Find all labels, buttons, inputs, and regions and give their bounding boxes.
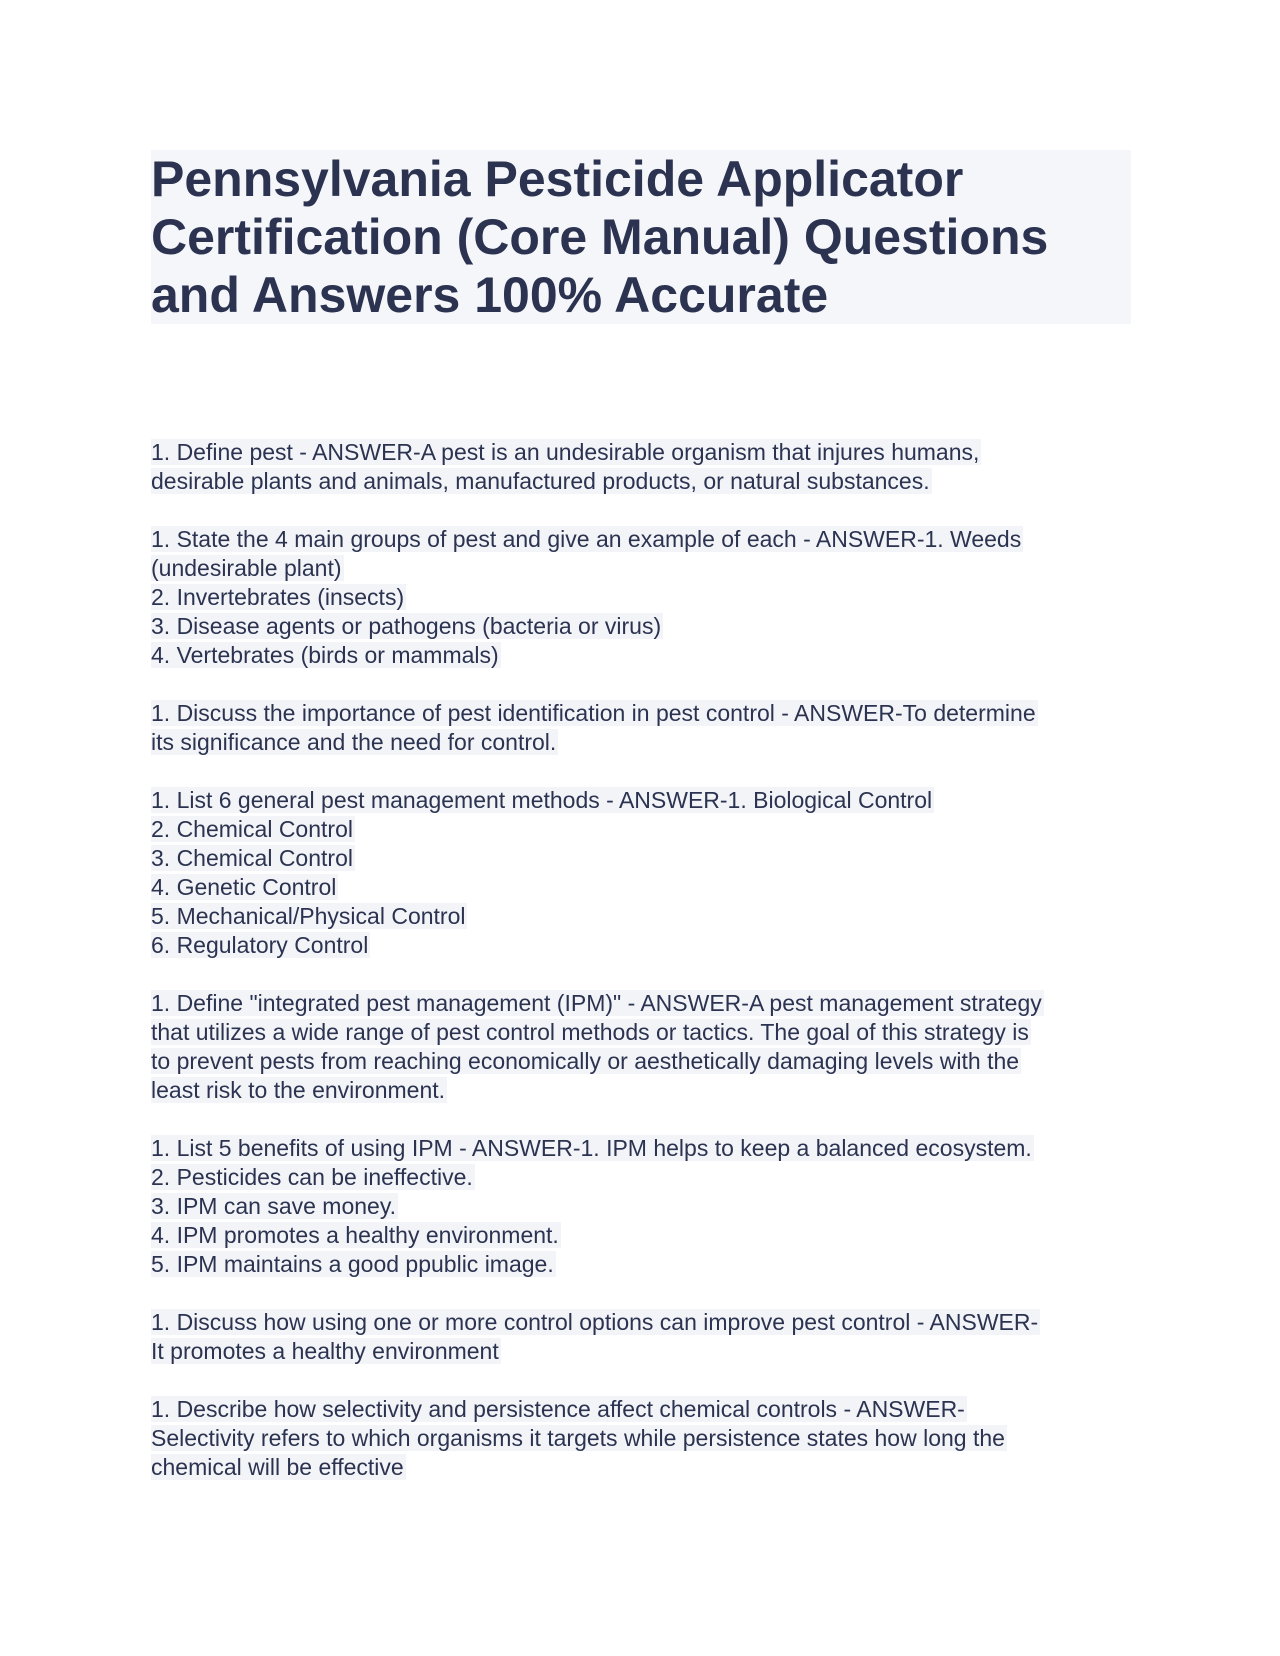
qa-line: desirable plants and animals, manufactured products, or natural substances. [151, 468, 930, 494]
qa-line: least risk to the environment. [151, 1077, 446, 1103]
qa-item [151, 438, 1131, 496]
qa-line: 6. Regulatory Control [151, 932, 369, 958]
qa-line: 1. State the 4 main groups of pest and give an example of each - ANSWER-1. Weeds [151, 526, 1022, 552]
qa-line: 3. IPM can save money. [151, 1193, 397, 1219]
qa-line: 1. Describe how selectivity and persistence affect chemical controls - ANSWER- [151, 1396, 965, 1422]
qa-line: 5. IPM maintains a good ppublic image. [151, 1251, 554, 1277]
qa-line: 2. Pesticides can be ineffective. [151, 1164, 473, 1190]
qa-item [151, 989, 1131, 1105]
title-line: Pennsylvania Pesticide Applicator [151, 151, 964, 207]
qa-line: 3. Disease agents or pathogens (bacteria or virus) [151, 613, 662, 639]
qa-line: 2. Invertebrates (insects) [151, 584, 405, 610]
qa-line: 4. IPM promotes a healthy environment. [151, 1222, 559, 1248]
qa-line: 1. List 5 benefits of using IPM - ANSWER-1. IPM helps to keep a balanced ecosystem. [151, 1135, 1032, 1161]
qa-item [151, 525, 1131, 670]
qa-line: It promotes a healthy environment [151, 1338, 499, 1364]
qa-line: 2. Chemical Control [151, 816, 353, 842]
qa-line: 1. Define pest - ANSWER-A pest is an undesirable organism that injures humans, [151, 439, 980, 465]
title-line: Certification (Core Manual) Questions [151, 209, 1049, 265]
qa-line: its significance and the need for control. [151, 729, 557, 755]
qa-item [151, 1395, 1131, 1482]
qa-line: 4. Genetic Control [151, 874, 337, 900]
qa-line: 1. List 6 general pest management methods - ANSWER-1. Biological Control [151, 787, 933, 813]
qa-line: 3. Chemical Control [151, 845, 353, 871]
qa-item [151, 1134, 1131, 1279]
qa-line: 5. Mechanical/Physical Control [151, 903, 466, 929]
qa-line: 1. Discuss the importance of pest identification in pest control - ANSWER-To determine [151, 700, 1036, 726]
qa-line: 1. Discuss how using one or more control options can improve pest control - ANSWER- [151, 1309, 1039, 1335]
qa-item [151, 786, 1131, 960]
title-line: and Answers 100% Accurate [151, 267, 829, 323]
qa-line: that utilizes a wide range of pest control methods or tactics. The goal of this strategy is [151, 1019, 1029, 1045]
qa-line: 4. Vertebrates (birds or mammals) [151, 642, 499, 668]
qa-line: 1. Define "integrated pest management (IPM)" - ANSWER-A pest management strategy [151, 990, 1042, 1016]
qa-item [151, 699, 1131, 757]
document-title [151, 150, 1131, 324]
document-page [151, 150, 1131, 1480]
qa-line: Selectivity refers to which organisms it targets while persistence states how long the [151, 1425, 1005, 1451]
qa-line: to prevent pests from reaching economically or aesthetically damaging levels with the [151, 1048, 1020, 1074]
qa-line: (undesirable plant) [151, 555, 342, 581]
qa-item [151, 1308, 1131, 1366]
qa-line: chemical will be effective [151, 1454, 404, 1480]
qa-list [151, 438, 1131, 1511]
